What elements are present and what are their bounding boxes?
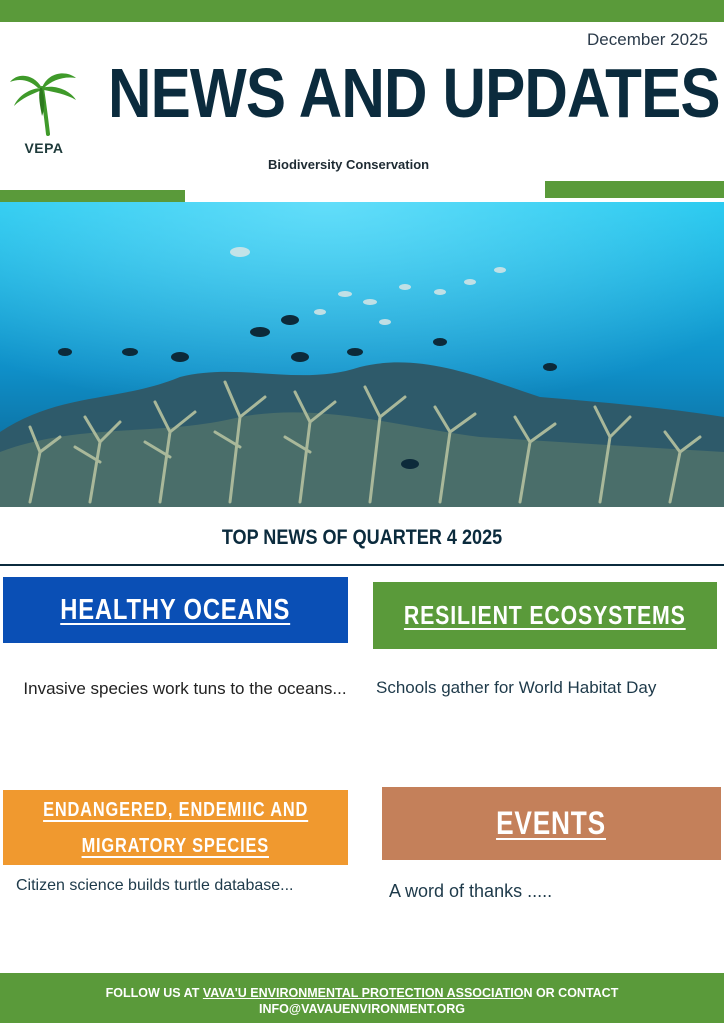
- events-text: A word of thanks .....: [389, 881, 553, 901]
- events-label: EVENTS: [496, 805, 607, 841]
- resilient-ecosystems-text: Schools gather for World Habitat Day: [376, 678, 657, 697]
- coral-reef-photo: [0, 202, 724, 507]
- section-heading: TOP NEWS OF QUARTER 4 2025: [221, 526, 503, 549]
- issue-date: December 2025: [587, 30, 708, 49]
- footer: [0, 973, 724, 1023]
- palm-tree-icon: [8, 66, 80, 138]
- footer-prefix: FOLLOW US AT: [105, 986, 203, 1000]
- resilient-ecosystems-label: RESILIENT ECOSYSTEMS: [404, 600, 686, 630]
- footer-suffix: N OR CONTACT: [523, 986, 619, 1000]
- species-card[interactable]: [3, 790, 348, 865]
- species-label-line1: ENDANGERED, ENDEMIIC AND: [42, 798, 309, 821]
- footer-facebook-link[interactable]: VAVA'U ENVIRONMENTAL PROTECTION ASSOCIATIO: [202, 986, 524, 1000]
- top-bar: [0, 0, 724, 22]
- species-label-line2: MIGRATORY SPECIES: [81, 834, 270, 857]
- healthy-oceans-card[interactable]: [3, 577, 348, 643]
- page-title: NEWS AND UPDATES: [108, 54, 720, 132]
- healthy-oceans-label: HEALTHY OCEANS: [60, 593, 291, 626]
- vepa-logo: [8, 66, 80, 162]
- footer-email[interactable]: INFO@VAVAUENVIRONMENT.ORG: [259, 1002, 465, 1016]
- resilient-ecosystems-card[interactable]: [373, 582, 717, 649]
- events-card[interactable]: [382, 787, 721, 860]
- divider: [0, 564, 724, 566]
- healthy-oceans-text: Invasive species work tuns to the oceans...: [23, 679, 347, 698]
- logo-text: VEPA: [24, 140, 64, 156]
- accent-bar-right: [545, 181, 724, 198]
- footer-line1: [0, 985, 724, 1001]
- species-text: Citizen science builds turtle database...: [16, 877, 294, 894]
- page-subtitle: Biodiversity Conservation: [268, 157, 430, 172]
